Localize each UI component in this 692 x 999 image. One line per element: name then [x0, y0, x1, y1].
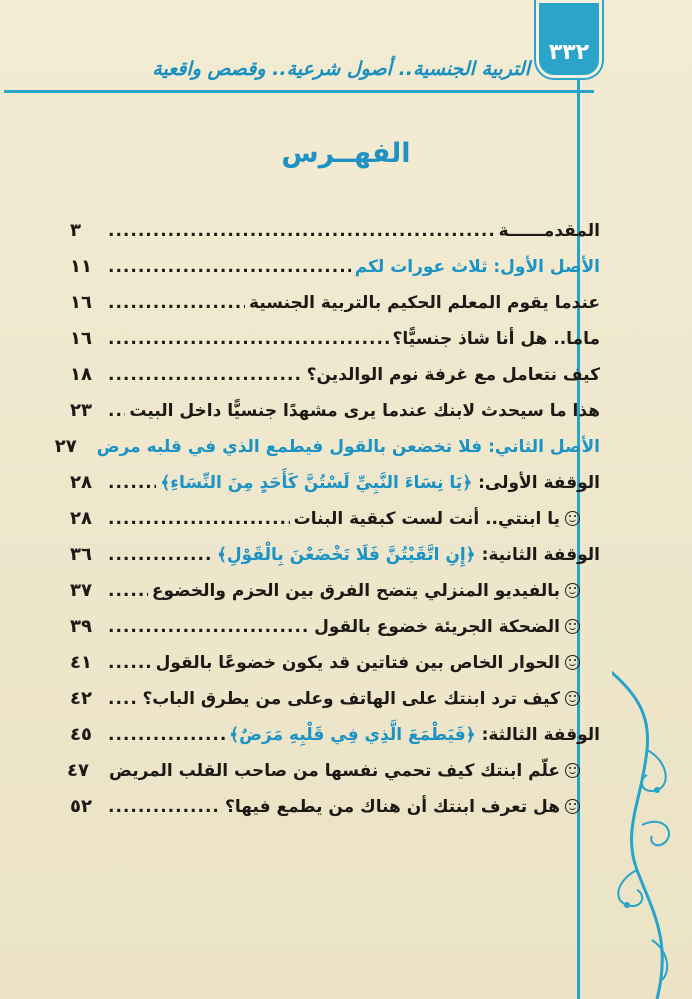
toc-entry-text: بالفيديو المنزلي يتضح الفرق بين الحزم والخضوع: [151, 581, 560, 601]
toc-entry-page: ٥٢: [70, 796, 92, 817]
toc-entry-page: ٢٣: [70, 400, 92, 421]
page-number-tab: [536, 0, 602, 78]
toc-entry-label: كيف نتعامل مع غرفة نوم الوالدين؟: [306, 365, 600, 385]
toc-entry[interactable]: [70, 328, 600, 364]
leader-dots: [108, 473, 156, 493]
toc-entry-page: ٣٩: [70, 616, 92, 637]
toc-section-entry[interactable]: [70, 256, 600, 292]
leader-dots: [108, 329, 389, 349]
leader-dots: [108, 365, 303, 385]
toc-entry-label: [294, 509, 580, 529]
leader-dots: [108, 257, 351, 277]
leader-dots: [108, 221, 495, 241]
toc-title: الفهــرس: [281, 138, 411, 169]
toc-entry-label: [109, 761, 580, 781]
toc-entry[interactable]: [70, 400, 600, 436]
toc-entry-label: [217, 544, 600, 565]
toc-entry[interactable]: [70, 580, 600, 616]
toc-entry-label: [314, 617, 580, 637]
stop-label: الوقفة الثانية:: [481, 545, 600, 565]
toc-entry[interactable]: [70, 220, 600, 256]
running-title: التربية الجنسية.. أصول شرعية.. وقصص واقعية: [152, 58, 530, 80]
toc-entry-page: ٢٧: [54, 436, 77, 457]
toc-entry-page: ١٨: [70, 364, 92, 385]
toc-entry-text: الحوار الخاص بين فتاتين قد يكون خضوعًا بالقول: [155, 653, 560, 673]
floral-ornament-icon: [612, 640, 682, 999]
leader-dots: [108, 545, 213, 565]
toc-section-label: الأصل الثاني: فلا تخضعن بالقول فيطمع الذي في قلبه مرض: [96, 437, 600, 457]
toc-entry-label: [152, 581, 580, 601]
verse-text: ﴿فَيَطْمَعَ الَّذِي فِي قَلْبِهِ مَرَضٌ﴾: [229, 725, 476, 745]
stop-label: الوقفة الثالثة:: [481, 725, 600, 745]
toc-entry-page: ٤٧: [67, 760, 89, 781]
toc-entry-label: [142, 689, 580, 709]
toc-entry-text: كيف ترد ابنتك على الهاتف وعلى من يطرق الباب؟: [142, 689, 560, 709]
leader-dots: [108, 401, 125, 421]
smiley-icon: [565, 763, 580, 778]
toc-section-label: الأصل الأول: ثلاث عورات لكم: [354, 257, 600, 277]
verse-text: ﴿إِنِ اتَّقَيْتُنَّ فَلَا تَخْضَعْنَ بِالْقَوْلِ﴾: [216, 545, 476, 565]
toc-entry-page: ٤٢: [70, 688, 92, 709]
toc-entry-page: ١٦: [70, 328, 92, 349]
smiley-icon: [565, 583, 580, 598]
toc-entry[interactable]: [70, 472, 600, 508]
page-number: ٣٣٢: [548, 40, 590, 65]
toc-entry-page: ٤٥: [70, 724, 92, 745]
leader-dots: [108, 581, 148, 601]
frame-top-line: [4, 90, 594, 93]
toc-entry-text: هل تعرف ابنتك أن هناك من يطمع فيها؟: [225, 797, 560, 817]
toc-entry-label: عندما يقوم المعلم الحكيم بالتربية الجنسية: [249, 293, 600, 313]
toc-entry-page: ٣: [70, 220, 81, 241]
toc-entry-label: [160, 472, 600, 493]
toc-entry[interactable]: [70, 616, 600, 652]
toc-entry-page: ٢٨: [70, 508, 92, 529]
toc-entry-label: هذا ما سيحدث لابنك عندما يرى مشهدًا جنسيًّا داخل البيت: [129, 401, 600, 421]
smiley-icon: [565, 655, 580, 670]
verse-text: ﴿يَا نِسَاءَ النَّبِيِّ لَسْتُنَّ كَأَحَدٍ مِنَ النِّسَاءِ﴾: [160, 473, 473, 493]
smiley-icon: [565, 511, 580, 526]
toc-section-entry[interactable]: [54, 436, 600, 472]
toc-entry-label: [229, 724, 600, 745]
toc-entry-text: يا ابنتي.. أنت لست كبقية البنات: [293, 509, 560, 529]
smiley-icon: [565, 691, 580, 706]
toc-entry-page: ١٦: [70, 292, 92, 313]
toc-entry-page: ٢٨: [70, 472, 92, 493]
table-of-contents: [54, 220, 600, 832]
toc-entry[interactable]: [70, 364, 600, 400]
smiley-icon: [565, 619, 580, 634]
leader-dots: [108, 509, 290, 529]
toc-entry-text: الضحكة الجريئة خضوع بالقول: [314, 617, 560, 637]
toc-entry-label: المقدمــــــة: [498, 221, 600, 241]
toc-entry[interactable]: [70, 796, 600, 832]
stop-label: الوقفة الأولى:: [478, 473, 600, 493]
toc-entry-label: ماما.. هل أنا شاذ جنسيًّا؟: [392, 329, 600, 349]
toc-entry[interactable]: [67, 760, 600, 796]
leader-dots: [108, 653, 152, 673]
leader-dots: [108, 689, 138, 709]
toc-entry[interactable]: [70, 652, 600, 688]
leader-dots: [108, 725, 225, 745]
smiley-icon: [565, 799, 580, 814]
toc-entry[interactable]: [70, 724, 600, 760]
leader-dots: [108, 293, 245, 313]
toc-entry-page: ١١: [70, 256, 92, 277]
leader-dots: [108, 617, 310, 637]
toc-entry-page: ٣٧: [70, 580, 92, 601]
toc-entry[interactable]: [70, 292, 600, 328]
toc-entry[interactable]: [70, 688, 600, 724]
toc-entry-text: علّم ابنتك كيف تحمي نفسها من صاحب القلب المريض: [109, 761, 560, 781]
toc-entry[interactable]: [70, 508, 600, 544]
toc-entry[interactable]: [70, 544, 600, 580]
toc-entry-page: ٣٦: [70, 544, 92, 565]
toc-entry-label: [156, 653, 580, 673]
leader-dots: [108, 797, 221, 817]
toc-entry-page: ٤١: [70, 652, 92, 673]
toc-entry-label: [225, 797, 580, 817]
